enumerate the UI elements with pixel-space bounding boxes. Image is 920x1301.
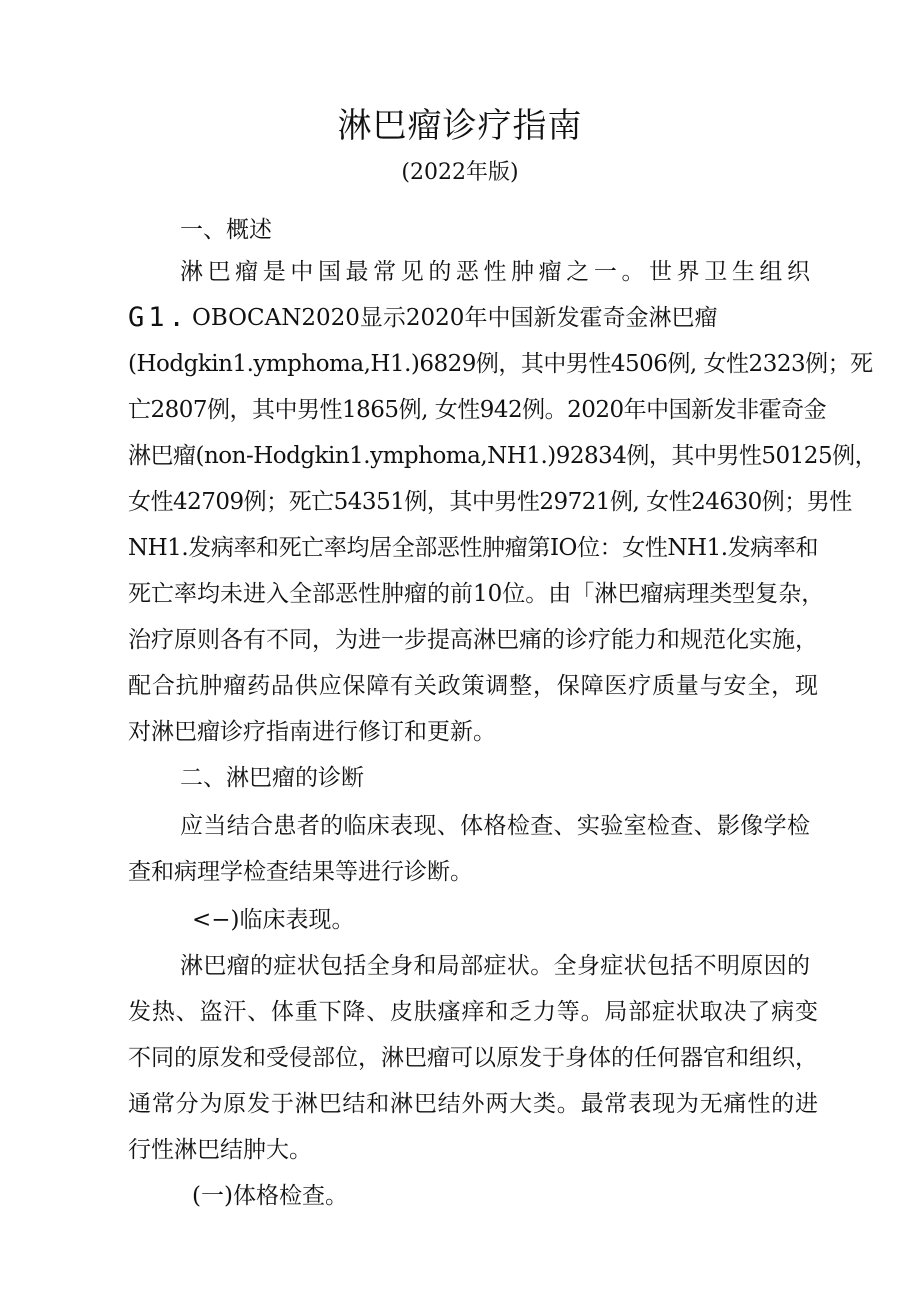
subsection-heading-clinical: <−)临床表现。 xyxy=(192,907,355,933)
section-heading-overview: 一、概述 xyxy=(180,217,272,243)
paragraph-line: 对淋巴瘤诊疗指南进行修订和更新。 xyxy=(128,719,496,745)
paragraph-line: 查和病理学检查结果等进行诊断。 xyxy=(128,859,473,885)
document-title: 淋巴瘤诊疗指南 xyxy=(337,106,583,146)
paragraph-line: 行性淋巴结肿大。 xyxy=(128,1137,312,1163)
paragraph-line: 应当结合患者的临床表现、体格检查、实验室检查、影像学检 xyxy=(180,813,810,839)
paragraph-line: 亡2807例，其中男性1865例, 女性942例。2020年中国新发非霍奇金 xyxy=(128,397,827,423)
section-heading-diagnosis: 二、淋巴瘤的诊断 xyxy=(180,765,364,791)
paragraph-line: G1. xyxy=(128,302,189,333)
paragraph-line: (Hodgkin1.ymphoma,H1.)6829例，其中男性4506例, 女性2323例；死 xyxy=(128,351,873,377)
paragraph-line: 淋巴瘤的症状包括全身和局部症状。全身症状包括不明原因的 xyxy=(180,953,810,979)
paragraph-line: 淋巴瘤是中国最常见的恶性肿瘤之一。世界卫生组织 xyxy=(180,259,810,285)
paragraph-line: 不同的原发和受侵部位，淋巴瘤可以原发于身体的任何器官和组织， xyxy=(128,1045,818,1071)
subsection-heading-physical-exam: (一)体格检查。 xyxy=(192,1183,348,1209)
paragraph-line: 发热、盗汗、体重下降、皮肤瘙痒和乏力等。局部症状取决了病变 xyxy=(128,999,818,1025)
paragraph-line: NH1.发病率和死亡率均居全部恶性肿瘤第IO位：女性NH1.发病率和 xyxy=(128,535,818,561)
paragraph-line: OBOCAN2020显示2020年中国新发霍奇金淋巴瘤 xyxy=(192,305,718,331)
paragraph-line: 配合抗肿瘤药品供应保障有关政策调整，保障医疗质量与安全，现 xyxy=(128,673,818,699)
document-edition: (2022年版) xyxy=(401,160,519,185)
paragraph-line: 女性42709例；死亡54351例，其中男性29721例, 女性24630例；男性 xyxy=(128,489,852,515)
paragraph-line: 淋巴瘤(non-Hodgkin1.ymphoma,NH1.)92834例，其中男性50125例， xyxy=(128,443,878,469)
paragraph-line: 死亡率均未进入全部恶性肿瘤的前10位。由「淋巴瘤病理类型复杂， xyxy=(128,581,825,607)
paragraph-line: 治疗原则各有不同，为进一步提高淋巴痛的诊疗能力和规范化实施， xyxy=(128,627,818,653)
paragraph-line: 通常分为原发于淋巴结和淋巴结外两大类。最常表现为无痛性的进 xyxy=(128,1091,818,1117)
